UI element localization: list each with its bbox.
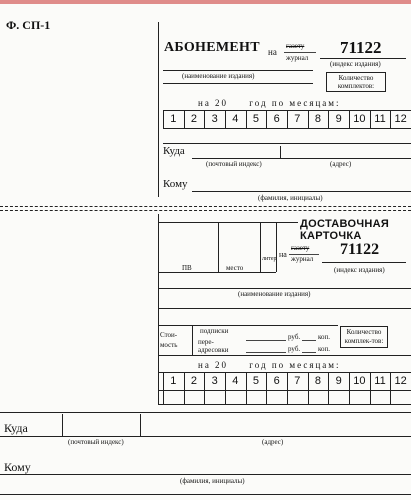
kuda-divider xyxy=(280,146,281,158)
month-cell[interactable]: 6 xyxy=(273,375,280,387)
mesto-label: место xyxy=(226,264,244,272)
rub-label-2: руб. xyxy=(288,345,301,353)
komu-line[interactable] xyxy=(192,191,411,192)
card-month-bottom xyxy=(158,404,411,405)
pv-bottom xyxy=(158,272,276,273)
month-cell[interactable]: 3 xyxy=(211,113,218,125)
person-caption: (фамилия, инициалы) xyxy=(258,194,323,202)
month-cell[interactable]: 1 xyxy=(170,375,177,387)
na-label: на xyxy=(268,47,277,57)
card-year-line: на 20 год по месяцам: xyxy=(198,360,341,370)
card-komu-line[interactable] xyxy=(0,474,411,475)
top-stamp-strip xyxy=(0,0,411,4)
month-cell[interactable]: 5 xyxy=(252,375,260,387)
month-cell[interactable]: 12 xyxy=(394,113,407,125)
year-line: на 20 год по месяцам: xyxy=(198,98,341,108)
month-cell[interactable]: 2 xyxy=(190,375,198,387)
pereadresovki-label: пере-адресовки xyxy=(198,338,229,354)
card-postal-caption: (почтовый индекс) xyxy=(68,438,124,446)
postal-caption: (почтовый индекс) xyxy=(206,160,262,168)
kuda-label: Куда xyxy=(163,145,185,157)
komu-label: Кому xyxy=(163,178,188,190)
month-cell[interactable]: 10 xyxy=(353,375,366,387)
rub-label-1: руб. xyxy=(288,333,301,341)
cost-divider xyxy=(192,325,193,355)
cost-label: Стои-мость xyxy=(160,331,178,349)
delivery-title: ДОСТАВОЧНАЯ КАРТОЧКА xyxy=(300,218,390,242)
month-cell[interactable]: 9 xyxy=(335,375,342,387)
month-cell[interactable]: 12 xyxy=(394,375,407,387)
liter-divider xyxy=(276,222,277,272)
month-cell[interactable]: 10 xyxy=(353,113,366,125)
card-index-caption: (индекс издания) xyxy=(334,266,385,274)
cut-line-2 xyxy=(0,210,411,211)
pv-label: ПВ xyxy=(182,264,192,272)
form-left-border xyxy=(158,22,159,197)
card-kit-label: Количество комплек-тов: xyxy=(340,326,388,348)
index-caption: (индекс издания) xyxy=(330,60,381,68)
type-gazetu: газету xyxy=(286,42,305,50)
name-caption: (наименование издания) xyxy=(182,72,255,80)
subscription-title: АБОНЕМЕНТ xyxy=(164,40,260,55)
subscription-index[interactable]: 71122 xyxy=(340,38,382,57)
card-kuda-divider-left xyxy=(62,414,63,436)
card-address-caption: (адрес) xyxy=(262,438,284,446)
kop-label-2: коп. xyxy=(318,345,331,353)
kuda-line[interactable] xyxy=(192,158,411,159)
pv-divider xyxy=(218,222,219,272)
name-line xyxy=(163,70,313,71)
rub-line-2[interactable] xyxy=(246,352,286,353)
card-month-mid xyxy=(158,390,411,391)
month-cell[interactable]: 2 xyxy=(190,113,198,125)
cut-line xyxy=(0,206,411,207)
name-line-2 xyxy=(163,83,313,84)
card-person-caption: (фамилия, инициалы) xyxy=(180,477,245,485)
card-type-zhurnal: журнал xyxy=(291,255,314,263)
type-divider xyxy=(284,52,316,53)
card-top-line xyxy=(158,222,298,223)
card-name-caption: (наименование издания) xyxy=(238,290,311,298)
bottom-upper-line xyxy=(0,412,411,413)
bottom-edge-line xyxy=(0,494,411,495)
kop-label-1: коп. xyxy=(318,333,331,341)
kuda-upper-line xyxy=(163,143,411,144)
card-kuda-line[interactable] xyxy=(0,436,411,437)
card-type-divider xyxy=(289,254,319,255)
type-zhurnal: журнал xyxy=(286,54,309,62)
liter-label: литер xyxy=(262,256,277,262)
podpiski-label: подписки xyxy=(200,327,229,335)
card-kuda-divider xyxy=(140,414,141,436)
month-cell[interactable]: 7 xyxy=(294,375,301,387)
card-kuda-label: Куда xyxy=(4,421,28,435)
mesto-divider xyxy=(260,222,261,272)
card-index-line xyxy=(322,262,406,263)
card-month-top xyxy=(158,372,411,373)
month-cell[interactable]: 9 xyxy=(335,113,342,125)
month-cell[interactable]: 7 xyxy=(294,113,301,125)
month-cell[interactable]: 11 xyxy=(374,113,386,125)
kop-line-1[interactable] xyxy=(302,340,316,341)
month-cell[interactable]: 4 xyxy=(232,375,239,387)
month-cell[interactable]: 8 xyxy=(314,113,322,125)
month-cell[interactable]: 4 xyxy=(232,113,239,125)
month-cell[interactable]: 8 xyxy=(314,375,322,387)
address-caption: (адрес) xyxy=(330,160,352,168)
card-type-gazetu: газету xyxy=(291,244,310,252)
index-line xyxy=(320,58,406,59)
month-cell[interactable]: 6 xyxy=(273,113,280,125)
month-cell[interactable]: 3 xyxy=(211,375,218,387)
month-cell[interactable]: 11 xyxy=(374,375,386,387)
cost-bottom-line xyxy=(158,355,411,356)
month-grid-bottom xyxy=(163,128,411,129)
card-name-line-2 xyxy=(158,308,411,309)
kit-label: Количество комплектов: xyxy=(326,72,386,92)
rub-line-1[interactable] xyxy=(246,340,286,341)
card-index[interactable]: 71122 xyxy=(340,241,380,258)
kop-line-2[interactable] xyxy=(302,352,316,353)
card-name-line xyxy=(158,288,411,289)
month-cell[interactable]: 1 xyxy=(170,113,177,125)
cost-top-line xyxy=(158,325,338,326)
card-na: на xyxy=(279,250,287,259)
form-code: Ф. СП-1 xyxy=(6,18,51,32)
card-left-border xyxy=(158,214,159,404)
month-cell[interactable]: 5 xyxy=(252,113,260,125)
card-komu-label: Кому xyxy=(4,460,31,474)
